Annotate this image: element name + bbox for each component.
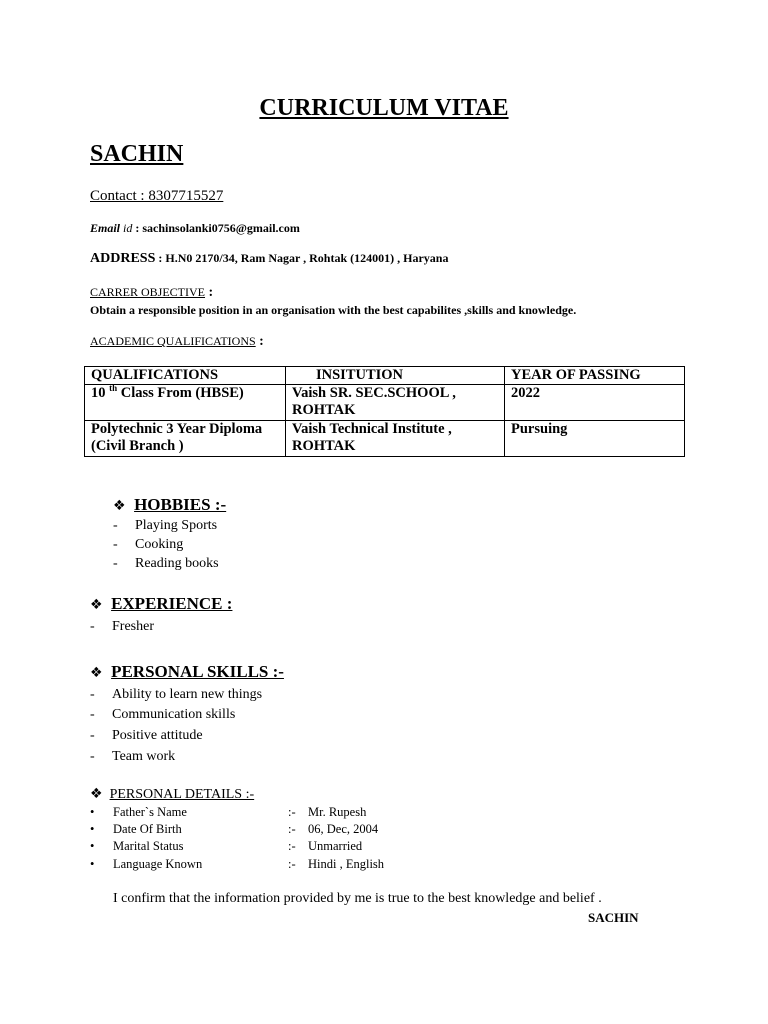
diamond-bullet-icon: ❖: [90, 665, 103, 681]
dash-bullet: -: [113, 518, 118, 533]
confirmation-statement: I confirm that the information provided by me is true to the best knowledge and belief .: [113, 891, 602, 906]
experience-heading-line: [90, 594, 232, 614]
list-item: [90, 857, 410, 873]
experience-heading: EXPERIENCE :: [111, 594, 233, 613]
objective-colon: :: [205, 285, 214, 300]
skills-heading-line: [90, 662, 284, 682]
dash-bullet: -: [90, 687, 95, 702]
detail-key: Marital Status: [113, 839, 184, 853]
table-row: [85, 385, 685, 421]
hobby-text: Playing Sports: [135, 518, 218, 533]
detail-value: Hindi , English: [308, 857, 385, 871]
qualification-line-1: Polytechnic 3 Year Diploma: [91, 421, 263, 437]
academic-colon: :: [255, 334, 264, 349]
dash-bullet: -: [113, 537, 118, 552]
hobby-text: Reading books: [135, 556, 219, 571]
list-item: [113, 537, 183, 553]
personal-heading-line: [90, 786, 254, 803]
address-line: [90, 251, 448, 267]
list-item: [90, 839, 410, 855]
contact-line: Contact : 8307715527: [90, 188, 224, 204]
qualification-number: 10: [91, 385, 106, 401]
col-header-year: YEAR OF PASSING: [505, 367, 685, 385]
bullet: •: [90, 805, 95, 819]
list-item: [90, 707, 235, 723]
bullet: •: [90, 822, 95, 836]
qualification-rest: Class From (HBSE): [117, 385, 244, 401]
page-title: CURRICULUM VITAE: [259, 95, 509, 121]
list-item: [90, 822, 410, 838]
hobbies-heading: HOBBIES :-: [134, 495, 227, 514]
candidate-name: SACHIN: [90, 141, 184, 167]
email-line: [90, 221, 300, 236]
diamond-bullet-icon: ❖: [90, 597, 103, 613]
qualifications-table: [84, 366, 685, 457]
institution-cell: [286, 385, 505, 421]
detail-sep: :-: [288, 839, 296, 853]
table-row: [85, 421, 685, 457]
qualification-superscript: th: [109, 383, 118, 394]
list-item: [90, 619, 154, 635]
skill-text: Positive attitude: [112, 728, 203, 743]
hobby-text: Cooking: [135, 537, 184, 552]
hobbies-heading-line: [113, 495, 226, 515]
institution-line-2: ROHTAK: [292, 438, 356, 454]
detail-value: Unmarried: [308, 839, 363, 853]
email-label-bold: Email: [90, 221, 121, 235]
academic-heading-line: [90, 334, 264, 350]
year-cell: 2022: [505, 385, 685, 421]
detail-key: Father`s Name: [113, 805, 187, 819]
bullet: •: [90, 839, 95, 853]
list-item: [90, 749, 175, 765]
detail-sep: :-: [288, 822, 296, 836]
qualification-line-2: (Civil Branch ): [91, 438, 184, 454]
detail-key: Date Of Birth: [113, 822, 182, 836]
address-sep: :: [155, 251, 166, 265]
skill-text: Communication skills: [112, 707, 236, 722]
year-cell: Pursuing: [505, 421, 685, 457]
dash-bullet: -: [113, 556, 118, 571]
qualification-cell: [85, 421, 286, 457]
email-sep: :: [132, 221, 143, 235]
detail-key: Language Known: [113, 857, 203, 871]
bullet: •: [90, 857, 95, 871]
email-label-rest: id: [120, 221, 133, 235]
skills-heading: PERSONAL SKILLS :-: [111, 662, 284, 681]
col-header-qualifications: QUALIFICATIONS: [85, 367, 286, 385]
diamond-bullet-icon: ❖: [90, 786, 103, 802]
institution-cell: [286, 421, 505, 457]
objective-heading-line: [90, 285, 213, 301]
address-label: ADDRESS: [90, 251, 156, 266]
list-item: [90, 687, 262, 703]
email-value: sachinsolanki0756@gmail.com: [142, 221, 300, 235]
skill-text: Team work: [112, 749, 176, 764]
dash-bullet: -: [90, 749, 95, 764]
personal-heading: PERSONAL DETAILS :-: [109, 787, 255, 802]
detail-value: 06, Dec, 2004: [308, 822, 379, 836]
detail-sep: :-: [288, 857, 296, 871]
objective-heading: CARRER OBJECTIVE: [90, 285, 206, 299]
institution-line-1: Vaish SR. SEC.SCHOOL ,: [292, 385, 456, 401]
experience-text: Fresher: [112, 619, 154, 634]
list-item: [113, 556, 219, 572]
institution-line-1: Vaish Technical Institute ,: [292, 421, 452, 437]
skill-text: Ability to learn new things: [112, 687, 263, 702]
dash-bullet: -: [90, 619, 95, 634]
table-header-row: [85, 367, 685, 385]
detail-value: Mr. Rupesh: [308, 805, 367, 819]
academic-heading: ACADEMIC QUALIFICATIONS: [90, 334, 256, 348]
list-item: [113, 518, 217, 534]
institution-line-2: ROHTAK: [292, 402, 356, 418]
objective-text: Obtain a responsible position in an organisation with the best capabilites ,skills and knowledge.: [90, 303, 577, 317]
address-value: H.N0 2170/34, Ram Nagar , Rohtak (124001) , Haryana: [165, 251, 449, 265]
list-item: [90, 805, 410, 821]
diamond-bullet-icon: ❖: [113, 498, 126, 514]
dash-bullet: -: [90, 707, 95, 722]
list-item: [90, 728, 203, 744]
qualification-cell: [85, 385, 286, 421]
signature-name: SACHIN: [588, 910, 639, 925]
detail-sep: :-: [288, 805, 296, 819]
dash-bullet: -: [90, 728, 95, 743]
col-header-institution: INSITUTION: [286, 367, 505, 385]
